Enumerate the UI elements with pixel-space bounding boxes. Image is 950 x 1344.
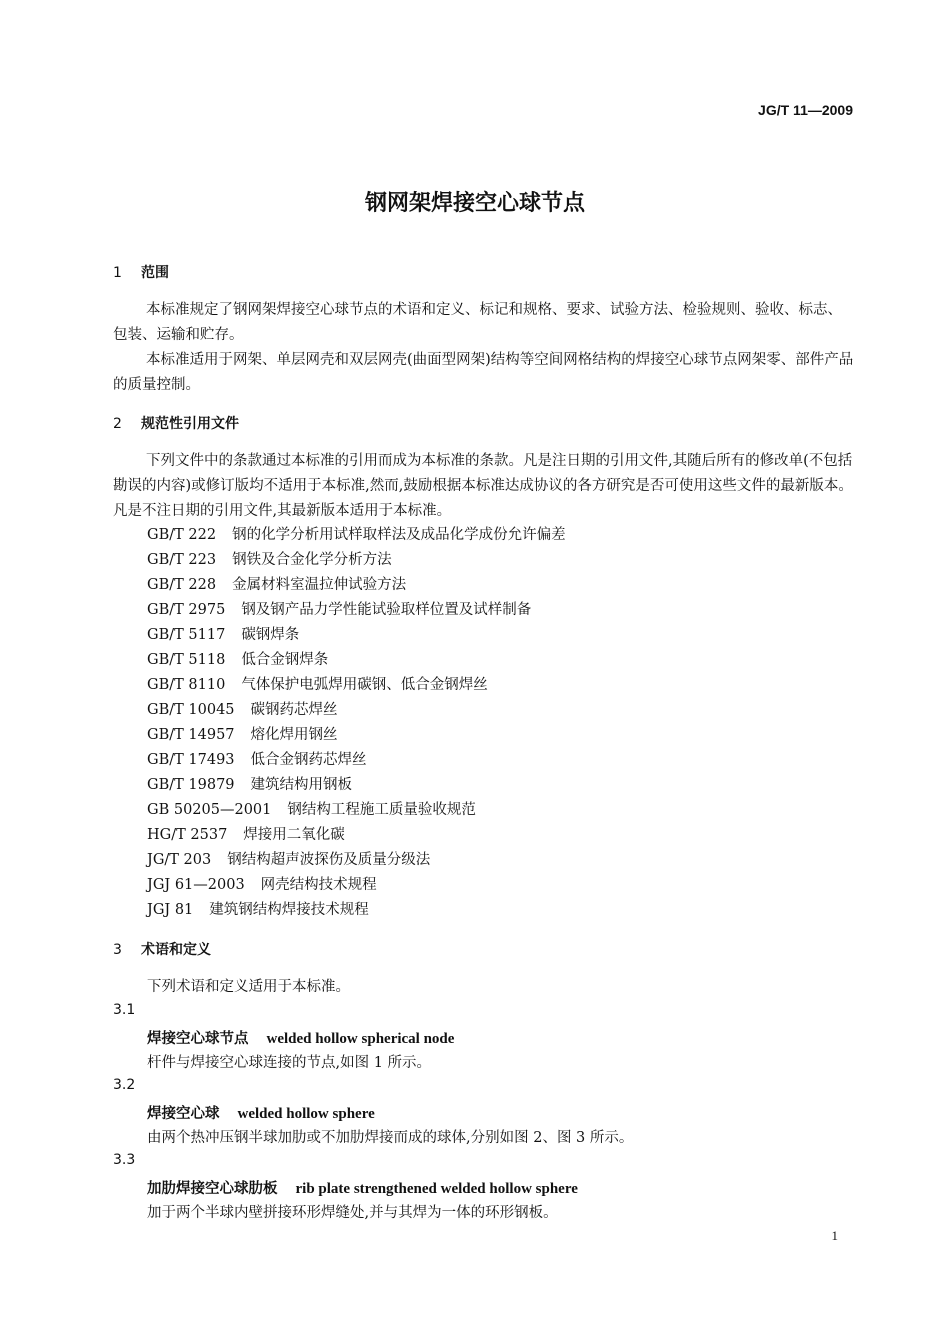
reference-code: GB/T 10045 <box>147 702 235 718</box>
reference-item <box>147 673 488 698</box>
reference-item <box>147 548 392 573</box>
reference-title: 钢结构工程施工质量验收规范 <box>287 802 476 818</box>
reference-code: GB 50205—2001 <box>147 802 272 818</box>
term-number: 3.1 <box>113 1002 136 1018</box>
reference-code: GB/T 5118 <box>147 652 226 668</box>
reference-item <box>147 898 369 923</box>
reference-code: GB/T 223 <box>147 552 217 568</box>
document-title: 钢网架焊接空心球节点 <box>364 191 585 216</box>
section-number: 3 <box>113 942 122 958</box>
reference-code: JGJ 61—2003 <box>147 877 245 893</box>
reference-item <box>147 573 406 598</box>
section-title: 术语和定义 <box>141 942 211 958</box>
reference-title: 熔化焊用钢丝 <box>250 727 338 743</box>
section-3-heading <box>113 939 211 959</box>
reference-item <box>147 698 338 723</box>
term-definition: 杆件与焊接空心球连接的节点,如图 1 所示。 <box>147 1055 432 1071</box>
reference-code: GB/T 14957 <box>147 727 235 743</box>
term-heading <box>147 1177 578 1198</box>
reference-title: 建筑结构用钢板 <box>250 777 353 793</box>
reference-title: 碳钢药芯焊丝 <box>250 702 338 718</box>
term-definition: 由两个热冲压钢半球加肋或不加肋焊接而成的球体,分别如图 2、图 3 所示。 <box>147 1130 634 1146</box>
term-en: rib plate strengthened welded hollow sphere <box>295 1181 578 1197</box>
section-1-heading <box>113 262 169 282</box>
reference-item <box>147 848 430 873</box>
reference-item <box>147 723 338 748</box>
reference-code: JG/T 203 <box>147 852 212 868</box>
standard-code: JG/T 11—2009 <box>758 102 853 118</box>
reference-code: HG/T 2537 <box>147 827 228 843</box>
term-number: 3.2 <box>113 1077 136 1093</box>
section-1-paragraph-1: 本标准规定了钢网架焊接空心球节点的术语和定义、标记和规格、要求、试验方法、检验规则、验收、标志、包装、运输和贮存。 <box>113 302 842 343</box>
reference-item <box>147 873 377 898</box>
term-heading <box>147 1027 454 1048</box>
reference-title: 钢铁及合金化学分析方法 <box>232 552 392 568</box>
reference-code: GB/T 19879 <box>147 777 235 793</box>
section-2-paragraph-1: 下列文件中的条款通过本标准的引用而成为本标准的条款。凡是注日期的引用文件,其随后所有的修改单(不包括勘误的内容)或修订版均不适用于本标准,然而,鼓励根据本标准达成协议的各方研究是否可使用这些文件的最新版本。凡是不注日期的引用文件,其最新版本适用于本标准。 <box>113 453 853 519</box>
term-cn: 焊接空心球 <box>147 1106 220 1122</box>
reference-title: 钢及钢产品力学性能试验取样位置及试样制备 <box>241 602 532 618</box>
reference-item <box>147 823 345 848</box>
reference-code: GB/T 8110 <box>147 677 226 693</box>
section-1-paragraph-2: 本标准适用于网架、单层网壳和双层网壳(曲面型网架)结构等空间网格结构的焊接空心球节点网架零、部件产品的质量控制。 <box>113 352 854 393</box>
term-heading <box>147 1102 375 1123</box>
reference-code: JGJ 81 <box>147 902 194 918</box>
reference-item <box>147 648 328 673</box>
term-number: 3.3 <box>113 1152 136 1168</box>
term-cn: 加肋焊接空心球肋板 <box>147 1181 278 1197</box>
reference-title: 钢的化学分析用试样取样法及成品化学成份允许偏差 <box>232 527 566 543</box>
reference-title: 网壳结构技术规程 <box>260 877 377 893</box>
reference-item <box>147 623 299 648</box>
reference-item <box>147 523 566 548</box>
section-number: 2 <box>113 416 122 432</box>
reference-item <box>147 748 367 773</box>
page-number: 1 <box>831 1228 838 1243</box>
reference-title: 焊接用二氧化碳 <box>243 827 345 843</box>
reference-title: 气体保护电弧焊用碳钢、低合金钢焊丝 <box>241 677 488 693</box>
section-3-intro: 下列术语和定义适用于本标准。 <box>147 979 350 995</box>
section-title: 规范性引用文件 <box>141 416 239 432</box>
reference-code: GB/T 17493 <box>147 752 235 768</box>
reference-code: GB/T 5117 <box>147 627 226 643</box>
reference-title: 低合金钢药芯焊丝 <box>250 752 367 768</box>
reference-item <box>147 773 352 798</box>
reference-code: GB/T 222 <box>147 527 217 543</box>
reference-title: 碳钢焊条 <box>241 627 300 643</box>
term-en: welded hollow spherical node <box>266 1031 455 1047</box>
reference-title: 钢结构超声波探伤及质量分级法 <box>227 852 431 868</box>
reference-item <box>147 598 531 623</box>
reference-title: 金属材料室温拉伸试验方法 <box>232 577 407 593</box>
reference-item <box>147 798 476 823</box>
section-number: 1 <box>113 265 122 281</box>
reference-title: 建筑钢结构焊接技术规程 <box>209 902 369 918</box>
term-definition: 加于两个半球内壁拼接环形焊缝处,并与其焊为一体的环形钢板。 <box>147 1205 558 1221</box>
term-cn: 焊接空心球节点 <box>147 1031 249 1047</box>
section-2-heading <box>113 413 239 433</box>
reference-title: 低合金钢焊条 <box>241 652 329 668</box>
reference-code: GB/T 228 <box>147 577 217 593</box>
term-en: welded hollow sphere <box>237 1106 375 1122</box>
reference-code: GB/T 2975 <box>147 602 226 618</box>
section-title: 范围 <box>141 265 169 281</box>
